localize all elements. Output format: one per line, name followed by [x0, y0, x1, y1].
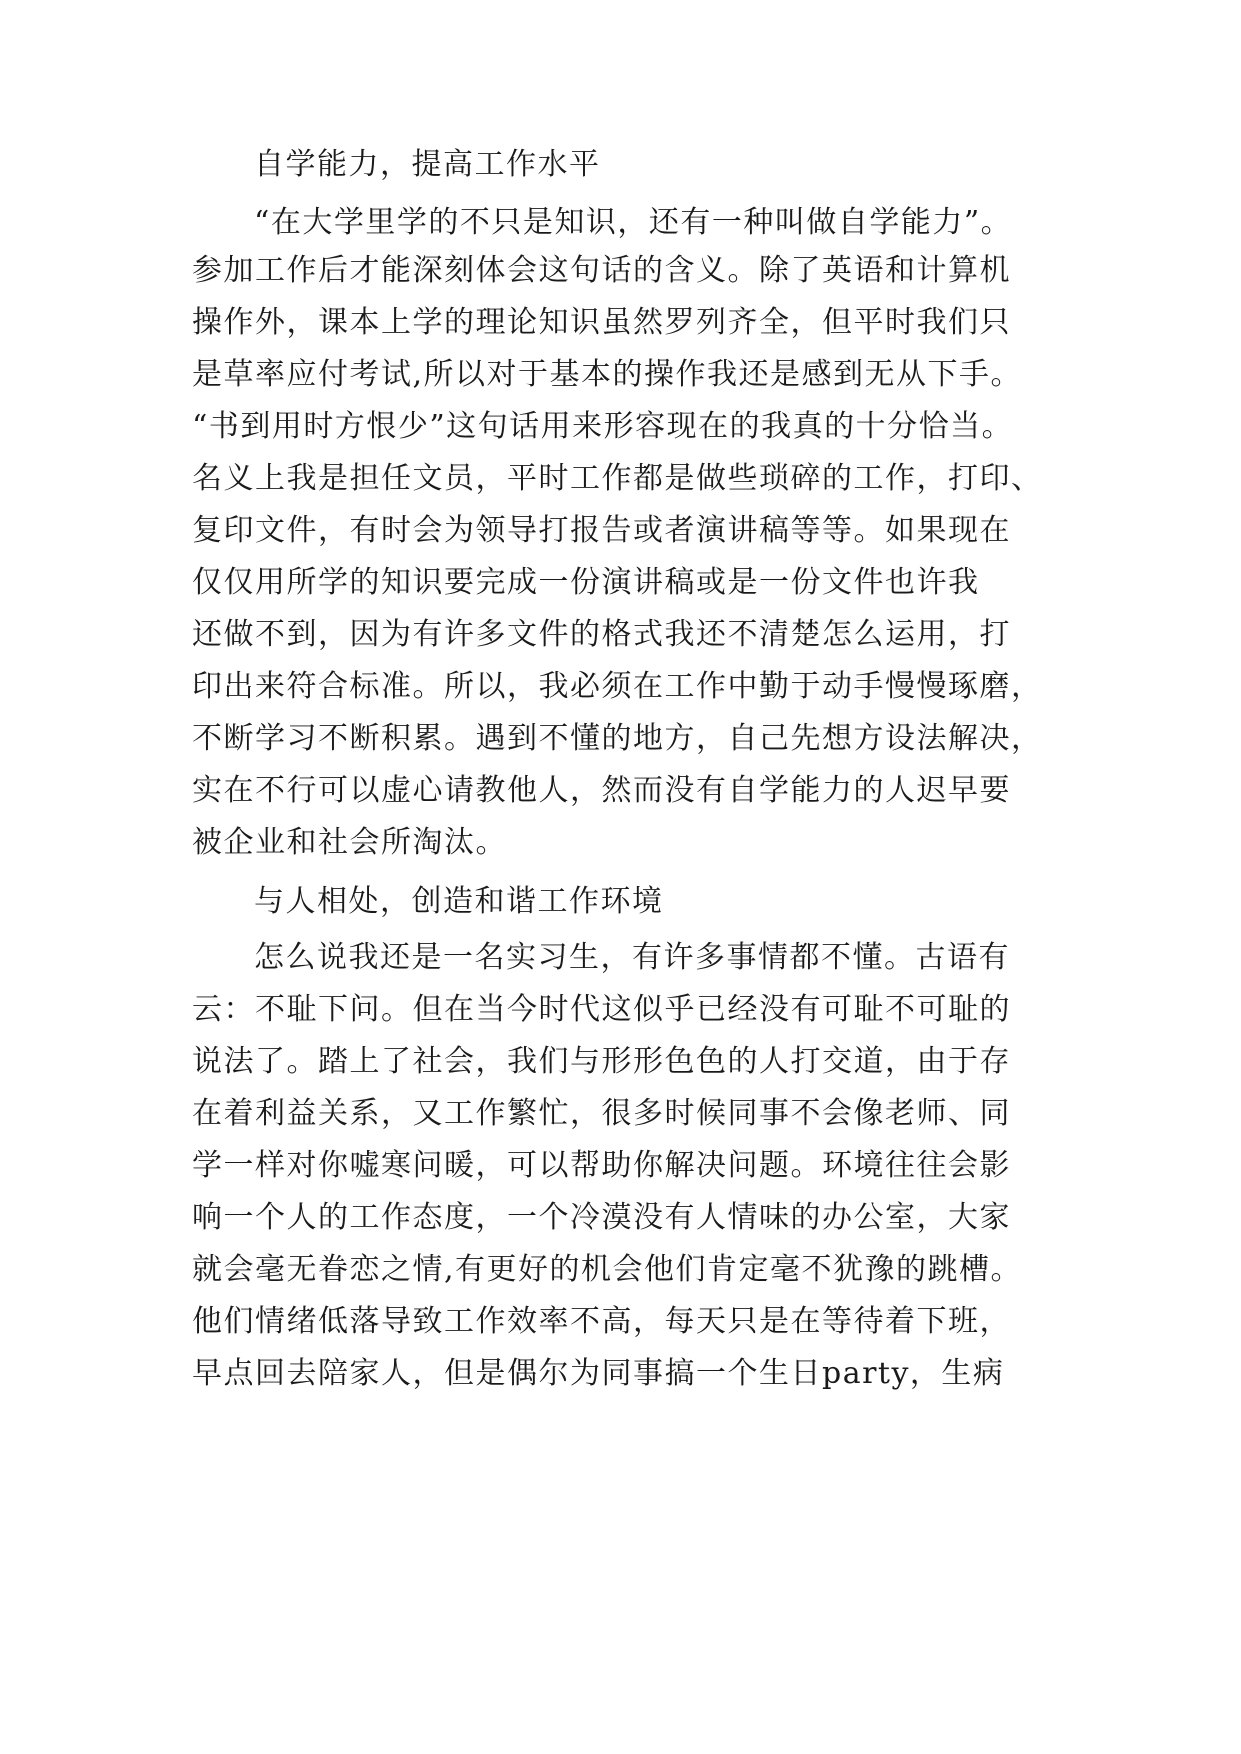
paragraph-line: 复印文件，有时会为领导打报告或者演讲稿等等。如果现在 — [192, 513, 1011, 548]
paragraph-line: 在着利益关系，又工作繁忙，很多时候同事不会像老师、同 — [192, 1096, 1011, 1131]
paragraph-line: 实在不行可以虚心请教他人，然而没有自学能力的人迟早要 — [192, 773, 1011, 808]
paragraph-line: “书到用时方恨少”这句话用来形容现在的我真的十分恰当。 — [192, 409, 1014, 444]
paragraph-line: 被企业和社会所淘汰。 — [192, 825, 507, 860]
paragraph-line: 他们情绪低落导致工作效率不高，每天只是在等待着下班， — [192, 1304, 1011, 1339]
paragraph-line: 学一样对你嘘寒问暖，可以帮助你解决问题。环境往往会影 — [192, 1148, 1011, 1183]
paragraph-line: 印出来符合标准。所以，我必须在工作中勤于动手慢慢琢磨， — [192, 669, 1043, 704]
paragraph-line: 是草率应付考试,所以对于基本的操作我还是感到无从下手。 — [192, 357, 1023, 392]
paragraph-line: 不断学习不断积累。遇到不懂的地方，自己先想方设法解决， — [192, 721, 1043, 756]
paragraph-line: 响一个人的工作态度，一个冷漠没有人情味的办公室，大家 — [192, 1200, 1011, 1235]
paragraph-line: 怎么说我还是一名实习生，有许多事情都不懂。古语有 — [254, 940, 1010, 975]
section-heading-self-learning: 自学能力，提高工作水平 — [254, 147, 601, 182]
paragraph-line: “在大学里学的不只是知识，还有一种叫做自学能力”。 — [254, 205, 1013, 240]
paragraph-line: 云：不耻下问。但在当今时代这似乎已经没有可耻不可耻的 — [192, 992, 1011, 1027]
paragraph-line: 操作外，课本上学的理论知识虽然罗列齐全，但平时我们只 — [192, 305, 1011, 340]
paragraph-line: 仅仅用所学的知识要完成一份演讲稿或是一份文件也许我 — [192, 565, 980, 600]
paragraph-line: 说法了。踏上了社会，我们与形形色色的人打交道，由于存 — [192, 1044, 1011, 1079]
section-heading-interpersonal: 与人相处，创造和谐工作环境 — [254, 884, 664, 919]
paragraph-line: 还做不到，因为有许多文件的格式我还不清楚怎么运用，打 — [192, 617, 1011, 652]
paragraph-line: 就会毫无眷恋之情,有更好的机会他们肯定毫不犹豫的跳槽。 — [192, 1252, 1023, 1287]
paragraph-line: 名义上我是担任文员，平时工作都是做些琐碎的工作，打印、 — [192, 461, 1043, 496]
paragraph-line: 早点回去陪家人，但是偶尔为同事搞一个生日party，生病 — [192, 1356, 1005, 1391]
paragraph-line: 参加工作后才能深刻体会这句话的含义。除了英语和计算机 — [192, 253, 1011, 288]
